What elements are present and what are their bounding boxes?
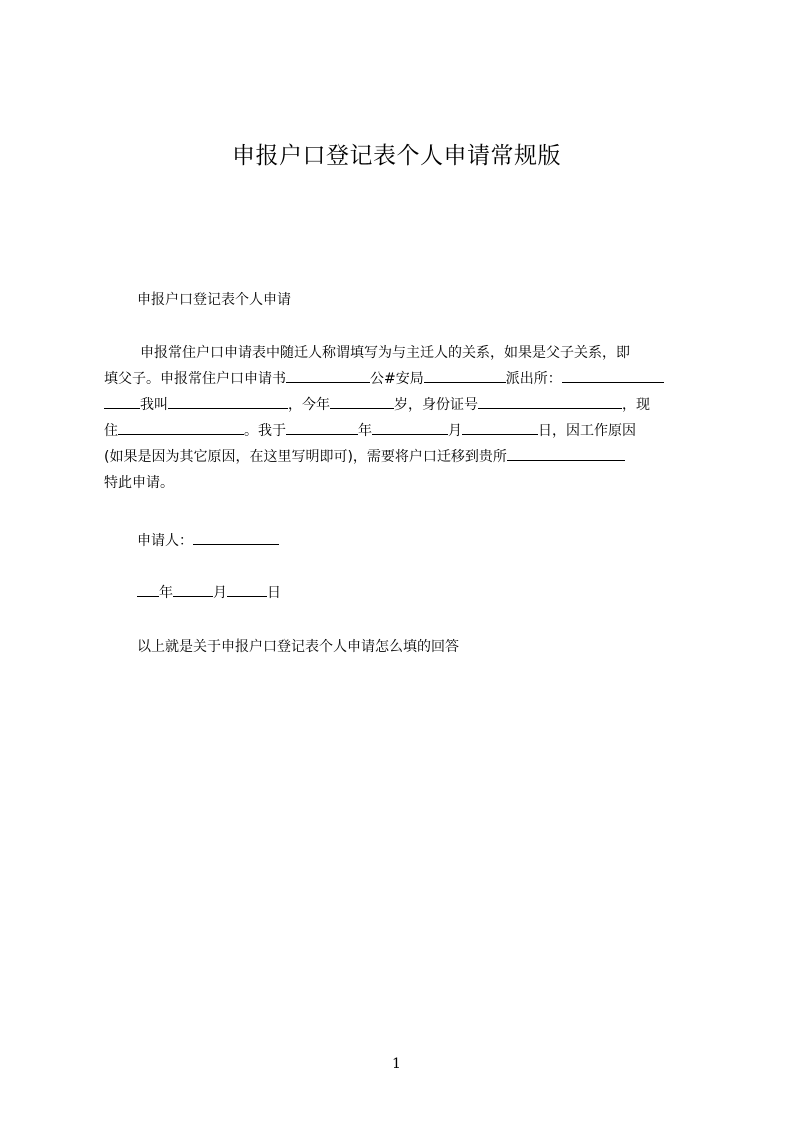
blank-destination-field[interactable] (507, 448, 625, 461)
applicant-line (137, 530, 279, 552)
body-text: 特此申请。 (104, 475, 174, 491)
blank-name-field[interactable] (168, 396, 288, 409)
date-day-label: 日 (267, 585, 281, 601)
blank-city-field[interactable] (286, 370, 370, 383)
blank-applicant-field[interactable] (193, 532, 279, 545)
blank-date-month-field[interactable] (173, 584, 213, 597)
date-year-label: 年 (159, 585, 173, 601)
blank-date-year-field[interactable] (137, 584, 159, 597)
body-text: 公#安局 (370, 371, 424, 387)
applicant-label: 申请人： (137, 533, 193, 549)
body-text: 住 (104, 423, 118, 439)
date-line (137, 582, 281, 604)
body-line-5 (104, 444, 700, 470)
blank-police-bureau-field[interactable] (424, 370, 506, 383)
body-text: 申报常住户口申请表中随迁人称谓填写为与主迁人的关系，如果是父子关系，即 (140, 345, 630, 361)
document-title: 申报户口登记表个人申请常规版 (232, 143, 561, 169)
body-text: 。我于 (244, 423, 286, 439)
blank-address-field[interactable] (118, 422, 244, 435)
body-line-4 (104, 418, 700, 444)
body-text: 派出所： (505, 371, 562, 387)
body-line-3 (104, 392, 700, 418)
blank-police-station-field[interactable] (562, 370, 664, 383)
application-body (104, 340, 700, 496)
page-number: 1 (392, 1056, 401, 1072)
body-text: 填父子。申报常住户口申请书 (104, 371, 286, 387)
blank-month-field[interactable] (372, 422, 448, 435)
body-text: 年 (358, 423, 372, 439)
body-text: 岁，身份证号 (394, 397, 478, 413)
body-line-1 (104, 340, 700, 366)
body-text: ，今年 (288, 397, 330, 413)
body-text: 我叫 (140, 397, 168, 413)
body-text: 月 (448, 423, 462, 439)
blank-day-field[interactable] (462, 422, 538, 435)
body-text: (如果是因为其它原因，在这里写明即可)，需要将户口迁移到贵所 (104, 449, 507, 465)
body-text: 日，因工作原因 (538, 423, 636, 439)
blank-date-day-field[interactable] (227, 584, 267, 597)
body-line-2 (104, 366, 700, 392)
blank-age-field[interactable] (330, 396, 394, 409)
section-heading: 申报户口登记表个人申请 (137, 292, 291, 308)
blank-police-station-field-cont[interactable] (104, 396, 140, 409)
body-text: ，现 (622, 397, 650, 413)
closing-text: 以上就是关于申报户口登记表个人申请怎么填的回答 (137, 639, 459, 655)
body-line-6 (104, 470, 700, 496)
blank-year-field[interactable] (286, 422, 358, 435)
date-month-label: 月 (213, 585, 227, 601)
blank-id-number-field[interactable] (478, 396, 622, 409)
